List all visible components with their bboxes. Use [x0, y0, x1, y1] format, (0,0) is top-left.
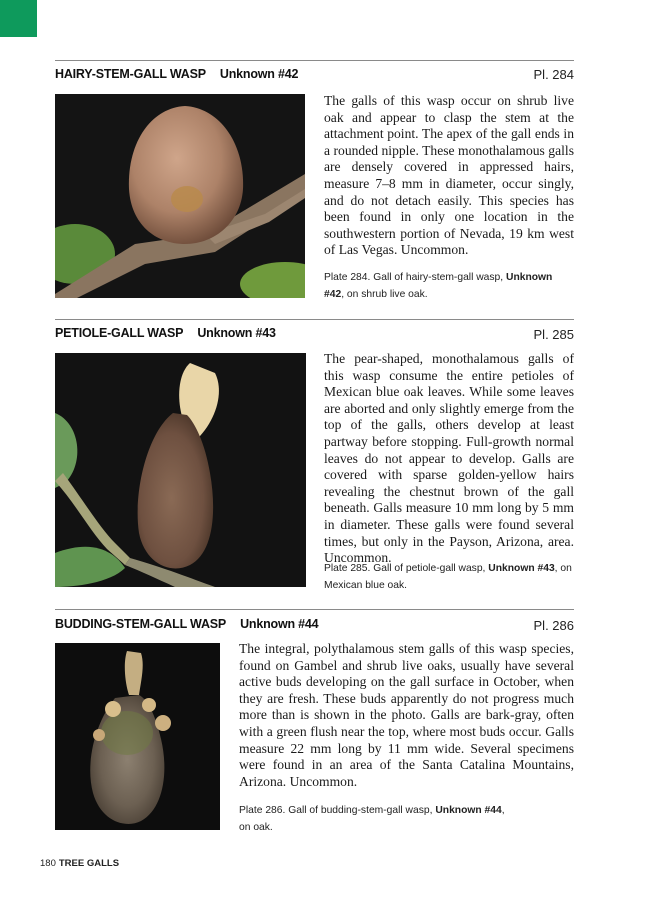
caption-host-line2: on oak.: [239, 821, 273, 833]
entry-heading: [55, 617, 318, 631]
section-rule: [55, 60, 574, 61]
caption-host: , on shrub live oak.: [341, 288, 428, 300]
section-rule: [55, 609, 574, 610]
entry-description: The pear-shaped, monothalamous galls of this wasp consume the entire petioles of Mexican blue oak leaves. While some leaves are aborted and only slightly emerge from the top of the galls, others develop at least partway before stopping. Full-growth normal leaves do not appear to develop. Galls are covered with sparse golden-yellow hairs revealing the chestnut brown of the gall beneath. Galls measure 10 mm long by 5 mm in diameter. These galls were found several times, but only in the Payson, Arizona, area. Uncommon.: [324, 351, 574, 566]
gall-photo-285: [55, 353, 306, 587]
caption-text: Plate 284. Gall of hairy-stem-gall wasp,: [324, 272, 504, 283]
caption-text: Plate 285. Gall of petiole-gall wasp,: [324, 563, 486, 574]
plate-caption: [324, 270, 574, 303]
section-rule: [55, 319, 574, 320]
caption-host: , on Mexican blue oak.: [324, 563, 572, 591]
unknown-number: Unknown #43: [197, 326, 276, 340]
caption-text: Plate 286. Gall of budding-stem-gall wasp,: [239, 805, 433, 816]
section-title: TREE GALLS: [58, 858, 120, 869]
species-name: HAIRY-STEM-GALL WASP: [55, 67, 206, 81]
entry-heading: [55, 67, 298, 81]
caption-unknown: Unknown #44: [435, 805, 502, 816]
species-name: BUDDING-STEM-GALL WASP: [55, 617, 227, 631]
plate-number: Pl. 286: [533, 618, 574, 633]
plate-number: Pl. 284: [533, 67, 574, 82]
page-footer: [40, 858, 119, 869]
plate-caption: [239, 803, 574, 836]
caption-unknown: Unknown #43: [488, 563, 555, 574]
page-number: 180: [40, 858, 56, 869]
species-name: PETIOLE-GALL WASP: [55, 326, 184, 340]
caption-host: ,: [501, 805, 505, 816]
plate-number: Pl. 285: [533, 327, 574, 342]
unknown-number: Unknown #44: [240, 617, 319, 631]
entry-heading: [55, 326, 276, 340]
unknown-number: Unknown #42: [219, 67, 299, 81]
caption-unknown: Unknown #42: [324, 272, 553, 300]
gall-photo-286: [55, 643, 220, 830]
gall-photo-284: [55, 94, 305, 298]
entry-description: The integral, polythalamous stem galls of this wasp species, found on Gambel and shrub live oaks, usually have several active buds developing on the gall surface in October, when they are fresh. These buds apparently do not progress much more than is shown in the photo. Galls are bark-gray, often with a green flush near the top, where most buds occur. Galls measure 22 mm long by 11 mm wide. Several specimens were found in an area of the Santa Catalina Mountains, Arizona. Uncommon.: [239, 641, 574, 789]
plate-caption: [324, 561, 574, 594]
section-color-tab: [0, 0, 37, 37]
entry-description: The galls of this wasp occur on shrub live oak and appear to clasp the stem at the attachment point. The apex of the gall ends in a rounded nipple. These monothalamous galls are densely covered in appressed hairs, measure 7–8 mm in diameter, occur singly, and do not detach easily. This species has been found in only one location in the southwestern portion of Nevada, 19 km west of Las Vegas. Uncommon.: [324, 93, 574, 258]
